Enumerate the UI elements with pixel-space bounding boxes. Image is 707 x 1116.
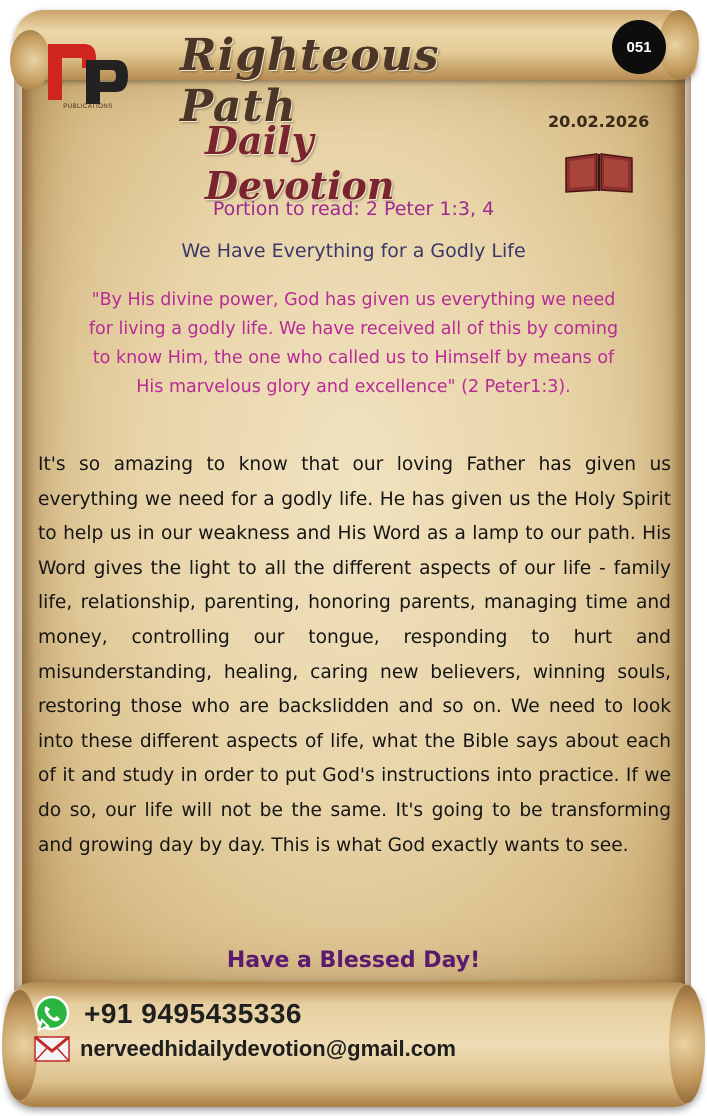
issue-badge: 051: [612, 20, 666, 74]
whatsapp-icon: [32, 994, 72, 1034]
devotion-body: It's so amazing to know that our loving Father has given us everything we need for a godly life. He has given us the Holy Spirit to help us in our weakness and His Word as a lamp to our path. His Word gives the light to all the different aspects of our life - family life, relationship, parenting, honoring parents, managing time and money, controlling our tongue, responding to hurt and misunderstanding, healing, caring new believers, winning souls, restoring those who are backslidden and so on. We need to look into these different aspects of life, what the Bible says about each of it and study in order to put God's instructions into practice. If we do so, our life will not be the same. It's going to be transforming and growing day by day. This is what God exactly wants to see.: [38, 454, 671, 856]
scripture-verse: "By His divine power, God has given us everything we need for living a godly life. We have received all of this by coming to know Him, the one who called us to Himself by means of His marvelous glory and excellence" (2 Peter1:3).: [88, 290, 619, 397]
scroll-roll-top-end-left: [10, 30, 50, 90]
logo-subtext: PUBLICATIONS: [63, 104, 113, 110]
reading-portion: Portion to read: 2 Peter 1:3, 4: [212, 198, 495, 220]
phone-contact: [32, 994, 302, 1034]
page-subtitle: Daily Devotion: [205, 118, 395, 208]
date-label: 20.02.2026: [548, 112, 650, 131]
email-address[interactable]: nerveedhidailydevotion@gmail.com: [80, 1036, 456, 1061]
devotion-title: We Have Everything for a Godly Life: [181, 240, 526, 262]
phone-number[interactable]: +91 9495435336: [84, 998, 302, 1029]
email-contact: [32, 1036, 456, 1062]
brand-title: Righteous Path: [180, 30, 440, 132]
scroll-roll-bottom-end-right: [669, 985, 705, 1103]
mail-icon: [34, 1036, 70, 1062]
closing-blessing: Have a Blessed Day!: [226, 948, 481, 973]
book-icon: [564, 150, 634, 194]
